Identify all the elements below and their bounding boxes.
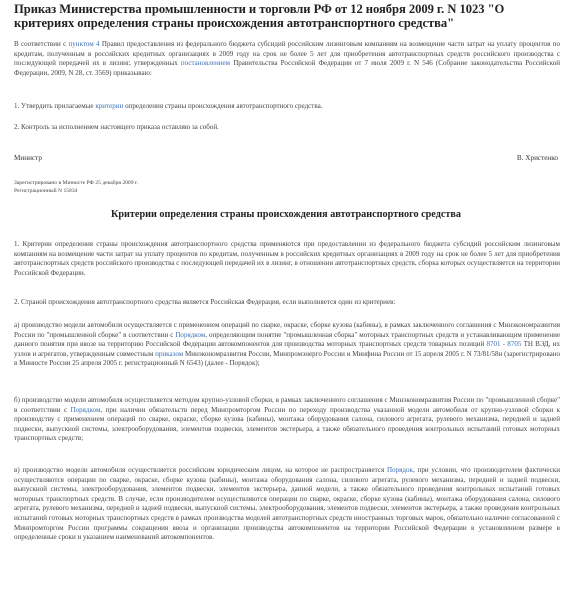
cc-text-2: , при условии, что производителем фактически осуществляются операции по сварке, окраске, сборке кузова (кабины), монтажа оборудования салона, силового агрегата, рулевого механизма, передней и задней подвески, выпускной системы, электрооборудования, элементов подвески, элементов экстерьера, данной модели, а также обязательного проведения контрольных испытаний готовых моторных транспортных средств. В случае, если производителем осуществляются операции по сварке, окраске, сборке кузова (кабины), монтажа оборудования салона, силового агрегата, рулевого механизма, передней и задней подвески, выпускной системы, электрооборудования, элементов подвески, элементов экстерьера, а также проведения контрольных испытаний готовых моторных транспортных средств в рамках производства моделей автотранспортных средств иностранных торговых марок, обязательно наличие согласованной с Минпромторгом России программы сокращения ввоза и организации производства автокомпонентов на территории Российской Федерации в установленном размере в определенные сроки и указанием наименований автокомпонентов. <box>14 466 560 542</box>
signature-name: В. Христенко <box>516 154 558 162</box>
criterion-c <box>14 466 560 543</box>
criteria-title: Критерии определения страны происхождения автотранспортного средства <box>111 209 461 220</box>
link-punkt-4[interactable]: пунктом 4 <box>68 40 100 48</box>
criteria-point-2: 2. Страной происхождения автотранспортного средства является Российская Федерация, если выполняется один из критериев: <box>14 298 396 306</box>
link-kriterii[interactable]: критерии <box>95 102 124 110</box>
order-item-1 <box>14 102 560 112</box>
registration-line-1: Зарегистрировано в Минюсте РФ 25 декабря 2009 г. <box>14 180 138 186</box>
link-poryadok-c[interactable]: Порядок <box>387 466 413 474</box>
criteria-point-1: 1. Критерии определения страны происхождения автотранспортного средства применяются при предоставлении из федерального бюджета субсидий российским лизинговым компаниям на возмещение части затрат на уплату процентов по кредитам, полученным в российских кредитных организациях в 2009 году на срок не более 5 лет для приобретения автотранспортных средств российского производства с последующей передачей их в лизинг, в отношении автотранспортных средств, сборка которых осуществляется на территории Российской Федерации. <box>14 240 560 277</box>
cb-text-2: , при наличии обязательств перед Минпромторгом России по переходу производства указанной модели автомобиля от крупно-узловой сборки к производству с применением операций по сварке, окраске, сборке кузова (кабины), монтажа оборудования салона, силового агрегата, рулевого механизма, передней и задней подвески, выпускной системы, электрооборудования, элементов подвески, элементов экстерьера, а также обязательного проведения контрольных испытаний готовых моторных транспортных средств; <box>14 405 560 443</box>
link-poryadok-a[interactable]: Порядком <box>175 330 206 339</box>
signature-position: Министр <box>14 154 42 162</box>
ca-text-4: Минэкономразвития России, Минпромэнерго России и Минфина России от 15 апреля 2005 г. N 73/81/58н (зарегистрировано в Минюсте России 25 апреля 2005 г. регистрационный N 6543) (далее - Порядок); <box>14 349 560 368</box>
intro-text-1: В соответствии с <box>14 40 69 48</box>
link-tn-ved[interactable]: 8701 - 8705 <box>486 340 522 349</box>
criterion-b <box>14 396 560 444</box>
ca-text-2: , определяющим понятие "промышленная сборка" моторных транспортных средств и устанавливающим применение данного понятия при ввозе на территорию Российской Федерации автокомпонентов для производства моторных транспортных средств товарных позиций <box>14 330 561 349</box>
ca-text-3: ТН ВЭД, их узлов и агрегатов, утвержденным совместным <box>14 340 560 358</box>
intro-text-2: Правил предоставления из федерального бюджета субсидий российским лизинговым компаниям на возмещение части затрат на уплату процентов по кредитам, полученным в российских кредитных организациях в 2009 году на срок не более 5 лет для приобретения автотранспортных средств российского производства с последующей передачей их в лизинг, утвержденных <box>14 40 560 68</box>
intro-text-3: Правительства Российской Федерации от 7 июля 2009 г. N 546 (Собрание законодательства Российской Федерации, 2009, N 28, ст. 3569) приказываю: <box>14 59 560 77</box>
link-prikaz[interactable]: приказом <box>155 349 184 358</box>
intro-paragraph <box>14 40 560 78</box>
link-poryadok-b[interactable]: Порядком <box>70 405 101 414</box>
document-title: Приказ Министерства промышленности и торговли РФ от 12 ноября 2009 г. N 1023 "О критериях определения страны происхождения автотранспортного средства" <box>14 2 505 30</box>
link-postanovlenie[interactable]: постановлением <box>180 59 231 68</box>
item1-text-1: 1. Утвердить прилагаемые <box>14 102 96 110</box>
cc-text-1: в) производство модели автомобиля осуществляется российским юридическим лицом, на которое не распространяется <box>14 466 388 474</box>
ca-text-1: а) производство модели автомобиля осуществляется с применением операций по сварке, окраске, сборке кузова (кабины), в рамках заключенного соглашения с Минэкономразвития России по "промышленной сборке" в соответствии с <box>14 321 560 339</box>
item1-text-2: определения страны происхождения автотранспортного средства. <box>123 102 323 110</box>
cb-text-1: б) производство модели автомобиля осуществляется методом крупно-узловой сборки, в рамках заключенного соглашения с Минэкономразвития России по "промышленной сборке" в соответствии с <box>14 396 560 414</box>
criterion-a <box>14 321 560 369</box>
order-item-2: 2. Контроль за исполнением настоящего приказа оставляю за собой. <box>14 123 219 131</box>
registration-number: Регистрационный N 15834 <box>14 188 78 194</box>
